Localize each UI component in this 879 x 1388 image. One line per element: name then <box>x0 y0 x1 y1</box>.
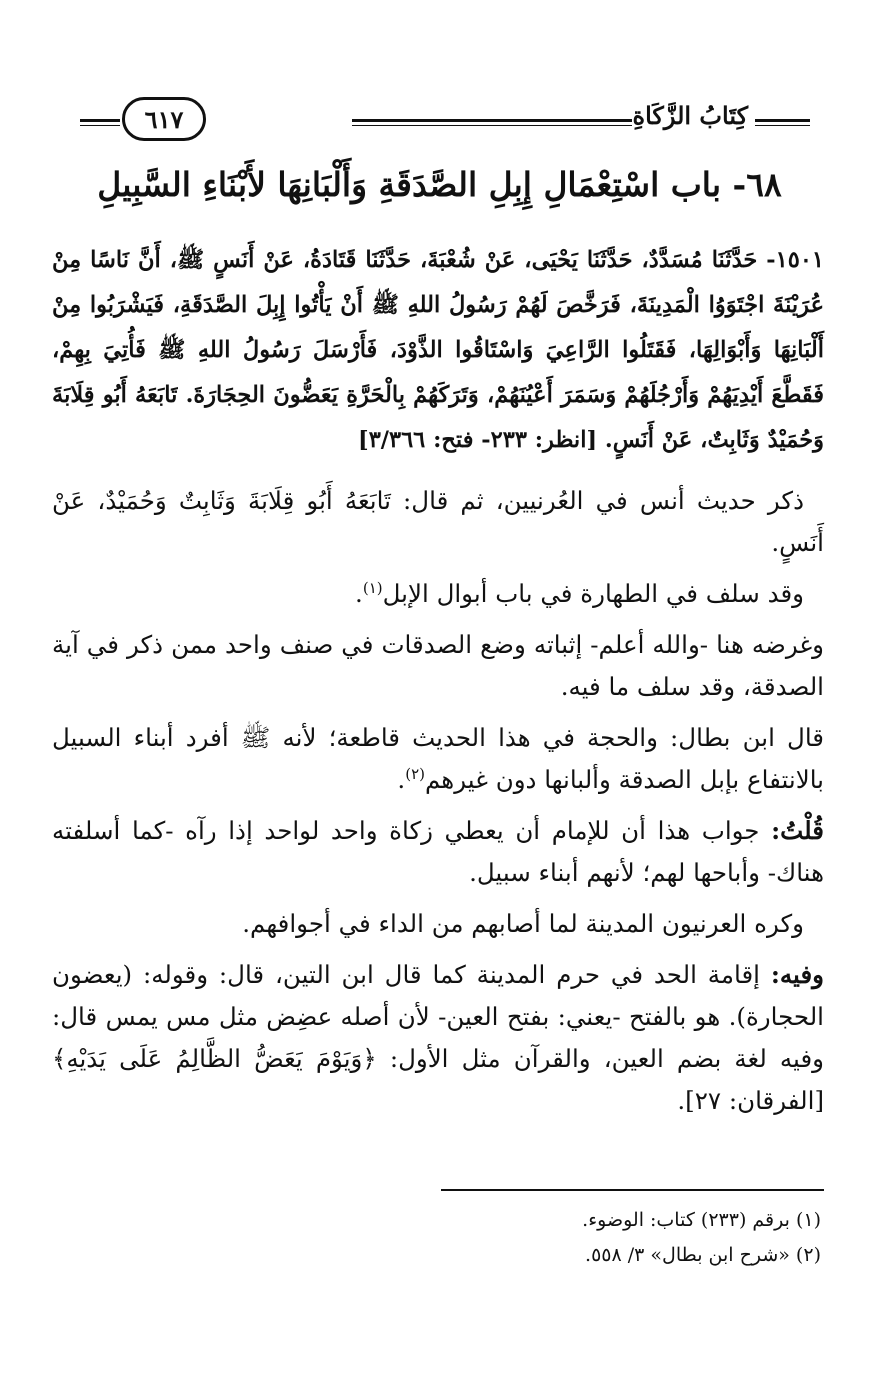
header-rule-right <box>755 119 810 126</box>
commentary-paragraph-7-lead: وفيه: <box>770 960 824 989</box>
hadith-text: ١٥٠١- حَدَّثَنَا مُسَدَّدٌ، حَدَّثَنَا يَحْيَى، عَنْ شُعْبَةَ، حَدَّثَنَا قَتَادَةُ، عَنْ أَنَسٍ ﷺ، أَنَّ نَاسًا مِنْ عُرَيْنَةَ اجْتَوَوُا الْمَدِينَةَ، فَرَخَّصَ لَهُمْ رَسُولُ اللهِ ﷺ أَنْ يَأْتُوا إِبِلَ الصَّدَقَةِ، فَيَشْرَبُوا مِنْ أَلْبَانِهَا وَأَبْوَالِهَا، فَقَتَلُوا الرَّاعِيَ وَاسْتَاقُوا الذَّوْدَ، فَأَرْسَلَ رَسُولُ اللهِ ﷺ فَأُتِيَ بِهِمْ، فَقَطَّعَ أَيْدِيَهُمْ وَأَرْجُلَهُمْ وَسَمَرَ أَعْيُنَهُمْ، وَتَرَكَهُمْ بِالْحَرَّةِ يَعَضُّونَ الحِجَارَةَ. تَابَعَهُ أَبُو قِلَابَةَ وَحُمَيْدٌ وَثَابِتٌ، عَنْ أَنَسٍ. [انظر: ٢٣٣- فتح: ٣/٣٦٦] <box>52 247 824 453</box>
footnotes <box>60 1203 821 1273</box>
footnote-ref-2: (٢) <box>405 764 425 783</box>
header-rule-left <box>80 119 120 126</box>
page-number-frame <box>122 97 206 141</box>
page-number: ٦١٧ <box>144 104 184 134</box>
header-rule-middle <box>352 119 632 126</box>
commentary-paragraph-2-text: وقد سلف في الطهارة في باب أبوال الإبل <box>382 579 804 608</box>
chapter-heading: ٦٨- باب اسْتِعْمَالِ إِبِلِ الصَّدَقَةِ وَأَلْبَانِهَا لأَبْنَاءِ السَّبِيلِ <box>97 165 782 204</box>
commentary-paragraph-5 <box>52 810 824 894</box>
commentary-paragraph-4-end: . <box>397 765 406 794</box>
commentary <box>52 480 824 1131</box>
commentary-paragraph-7 <box>52 954 824 1122</box>
footnote-2: (٢) «شرح ابن بطال» ٣/ ٥٥٨. <box>585 1244 821 1266</box>
commentary-paragraph-4-text: قال ابن بطال: والحجة في هذا الحديث قاطعة؛ لأنه ﷺ أفرد أبناء السبيل بالانتفاع بإبل الصدقة وألبانها دون غيرهم <box>52 723 824 794</box>
footnote-1: (١) برقم (٢٣٣) كتاب: الوضوء. <box>582 1209 821 1231</box>
commentary-paragraph-2 <box>52 573 824 615</box>
commentary-paragraph-1: ذكر حديث أنس في العُرنيين، ثم قال: تَابَعَهُ أَبُو قِلَابَةَ وَثَابِتٌ وَحُمَيْدٌ، عَنْ أَنَسٍ. <box>52 486 824 557</box>
commentary-paragraph-5-lead: قُلْتُ: <box>771 816 824 845</box>
running-title: كِتَابُ الزَّكَاةِ <box>632 101 748 130</box>
commentary-paragraph-7-text: إقامة الحد في حرم المدينة كما قال ابن التين، قال: وقوله: (يعضون الحجارة). هو بالفتح -يعني: بفتح العين- لأن أصله عضِض مثل مس يمس قال: وفيه لغة بضم العين، والقرآن مثل الأول: ﴿وَيَوْمَ يَعَضُّ الظَّالِمُ عَلَى يَدَيْهِ﴾ [الفرقان: ٢٧]. <box>52 960 824 1115</box>
commentary-paragraph-4 <box>52 717 824 801</box>
footnote-separator <box>441 1189 824 1191</box>
commentary-paragraph-2-end: . <box>355 579 363 608</box>
commentary-paragraph-3: وغرضه هنا -والله أعلم- إثباته وضع الصدقات في صنف واحد ممن ذكر في آية الصدقة، وقد سلف ما فيه. <box>52 630 824 701</box>
commentary-paragraph-6: وكره العرنيون المدينة لما أصابهم من الداء في أجوافهم. <box>242 909 804 938</box>
commentary-paragraph-5-text: جواب هذا أن للإمام أن يعطي زكاة واحد لواحد إذا رآه -كما أسلفته هناك- وأباحها لهم؛ لأنهم أبناء سبيل. <box>52 816 824 887</box>
footnote-ref-1: (١) <box>362 578 383 597</box>
page-header <box>80 95 810 145</box>
